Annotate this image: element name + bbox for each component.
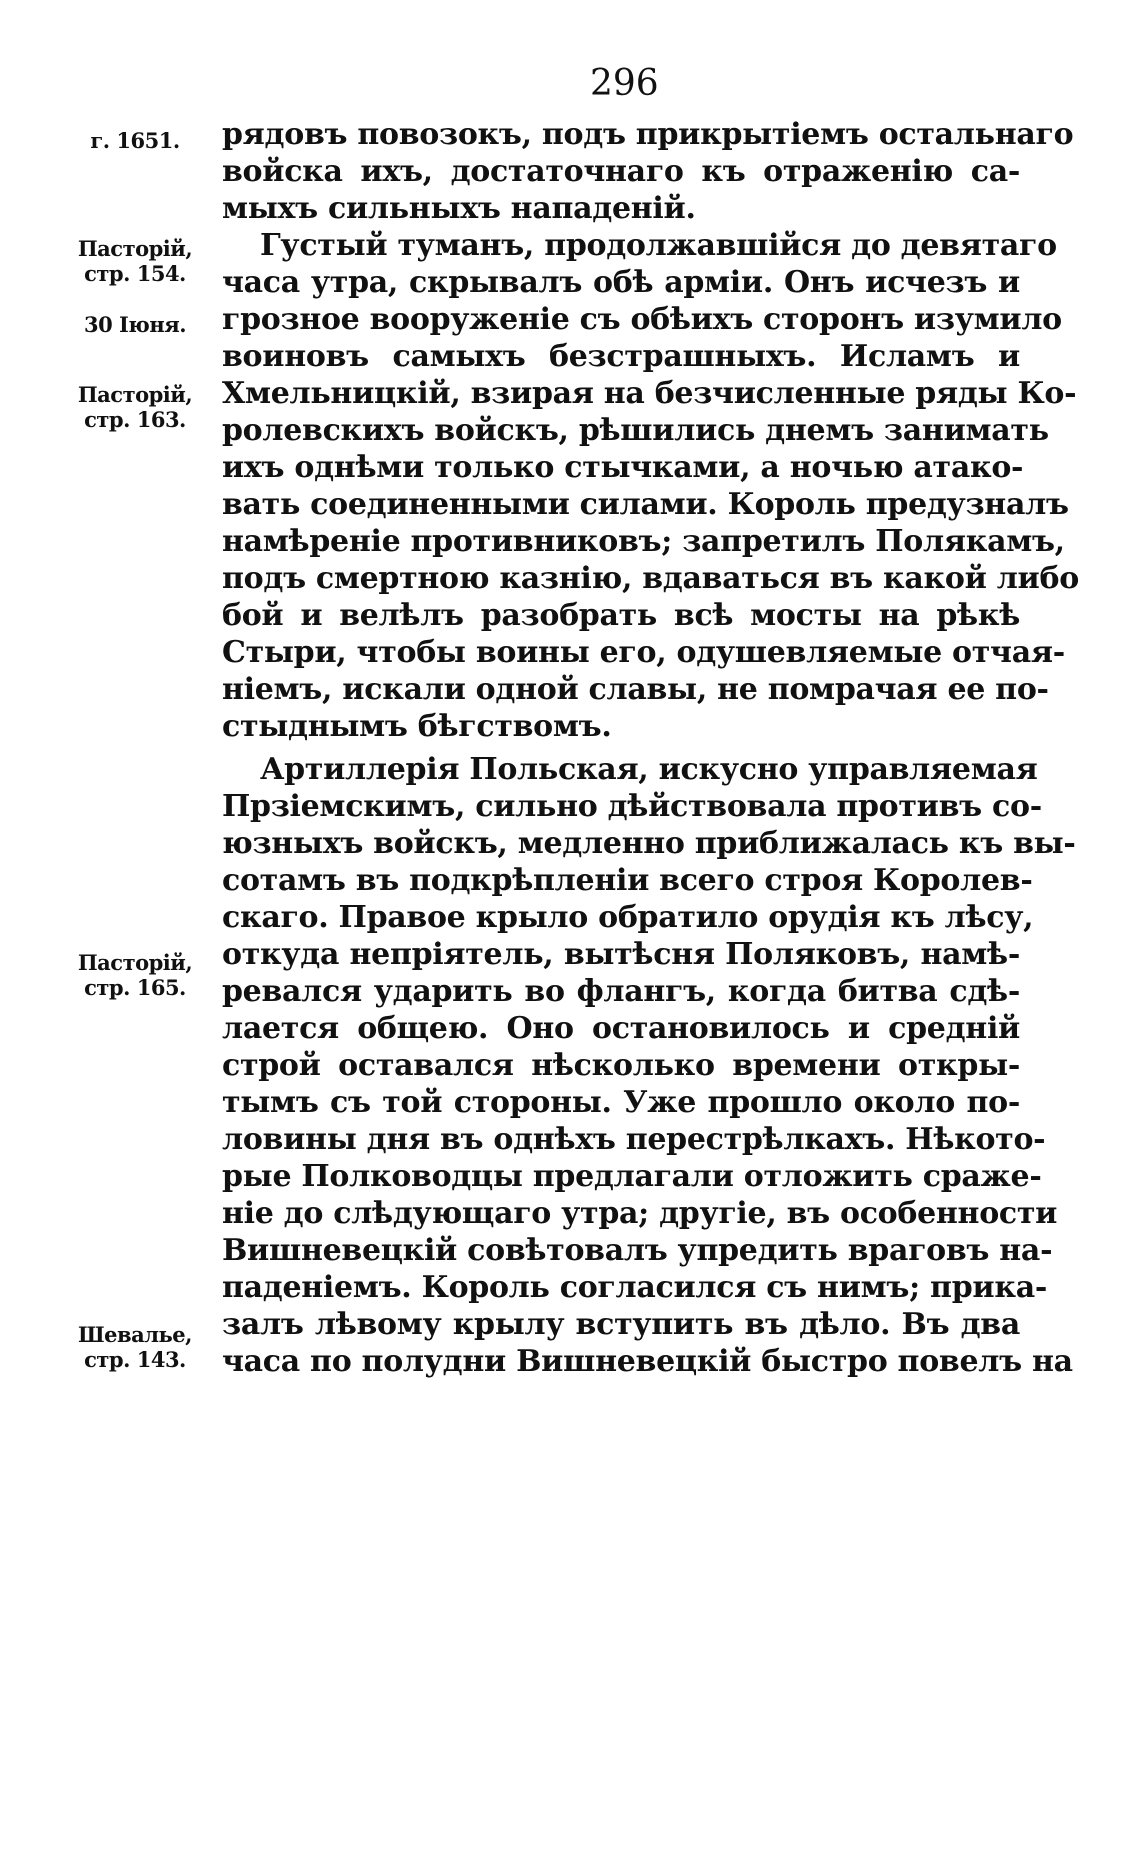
text-line: грозное вооруженіе съ обѣихъ сторонъ изумило <box>222 302 1062 337</box>
margin-note-year: г. 1651. <box>90 128 180 153</box>
margin-note-reference: Пасторій, стр. 165. <box>77 950 193 1000</box>
text-line: ревался ударить во флангъ, когда битва сдѣ- <box>222 974 1020 1009</box>
text-line: войска ихъ, достаточнаго къ отраженію са- <box>222 154 1020 189</box>
text-line: Стыри, чтобы воины его, одушевляемые отчая- <box>222 635 1065 670</box>
text-line: паденіемъ. Король согласился съ нимъ; прика- <box>222 1270 1047 1305</box>
text-line: залъ лѣвому крылу вступить въ дѣло. Въ два <box>222 1307 1020 1342</box>
text-line: ловины дня въ однѣхъ перестрѣлкахъ. Нѣкото- <box>222 1122 1046 1157</box>
text-line: ніе до слѣдующаго утра; другіе, въ особенности <box>222 1196 1058 1231</box>
text-line: рядовъ повозокъ, подъ прикрытіемъ остальнаго <box>222 117 1074 152</box>
text-line: сотамъ въ подкрѣпленіи всего строя Королев- <box>222 863 1033 898</box>
page-number: 296 <box>590 63 659 104</box>
text-line: намѣреніе противниковъ; запретилъ Полякамъ, <box>222 524 1065 559</box>
text-line: часа утра, скрывалъ обѣ арміи. Онъ исчезъ и <box>222 265 1020 300</box>
text-line: лается общею. Оно остановилось и средній <box>222 1011 1020 1046</box>
margin-note-reference: Пасторій, стр. 154. <box>77 236 193 286</box>
margin-note-date: 30 Іюня. <box>83 312 187 337</box>
text-line: бой и велѣлъ разобрать всѣ мосты на рѣкѣ <box>222 598 1020 633</box>
text-line: ихъ однѣми только стычками, а ночью атако- <box>222 450 1024 485</box>
text-line: Прзіемскимъ, сильно дѣйствовала противъ со- <box>222 789 1042 824</box>
text-line: ролевскихъ войскъ, рѣшились днемъ занимать <box>222 413 1049 448</box>
margin-note-reference: Шевалье, стр. 143. <box>78 1322 192 1372</box>
text-line: Хмельницкій, взирая на безчисленные ряды Ко- <box>222 376 1077 411</box>
text-line: скаго. Правое крыло обратило орудія къ лѣсу, <box>222 900 1034 935</box>
text-line: строй оставался нѣсколько времени откры- <box>222 1048 1020 1083</box>
text-line: юзныхъ войскъ, медленно приближалась къ вы- <box>222 826 1076 861</box>
text-line: тымъ съ той стороны. Уже прошло около по- <box>222 1085 1020 1120</box>
margin-note-reference: Пасторій, стр. 163. <box>77 382 193 432</box>
text-line: подъ смертною казнію, вдаваться въ какой либо <box>222 561 1079 596</box>
text-line: вать соединенными силами. Король предузналъ <box>222 487 1069 522</box>
text-line: рые Полководцы предлагали отложить сраже- <box>222 1159 1042 1194</box>
text-line: Артиллерія Польская, искусно управляемая <box>260 752 1038 787</box>
text-line: воиновъ самыхъ безстрашныхъ. Исламъ и <box>222 339 1020 374</box>
text-line: стыднымъ бѣгствомъ. <box>222 709 612 744</box>
text-line: мыхъ сильныхъ нападеній. <box>222 191 696 226</box>
text-line: Густый туманъ, продолжавшійся до девятаго <box>260 228 1057 263</box>
text-line: ніемъ, искали одной славы, не помрачая ее по- <box>222 672 1049 707</box>
text-line: откуда непріятель, вытѣсня Поляковъ, намѣ- <box>222 937 1020 972</box>
text-line: часа по полудни Вишневецкій быстро повелъ на <box>222 1344 1073 1379</box>
text-line: Вишневецкій совѣтовалъ упредить враговъ на- <box>222 1233 1053 1268</box>
